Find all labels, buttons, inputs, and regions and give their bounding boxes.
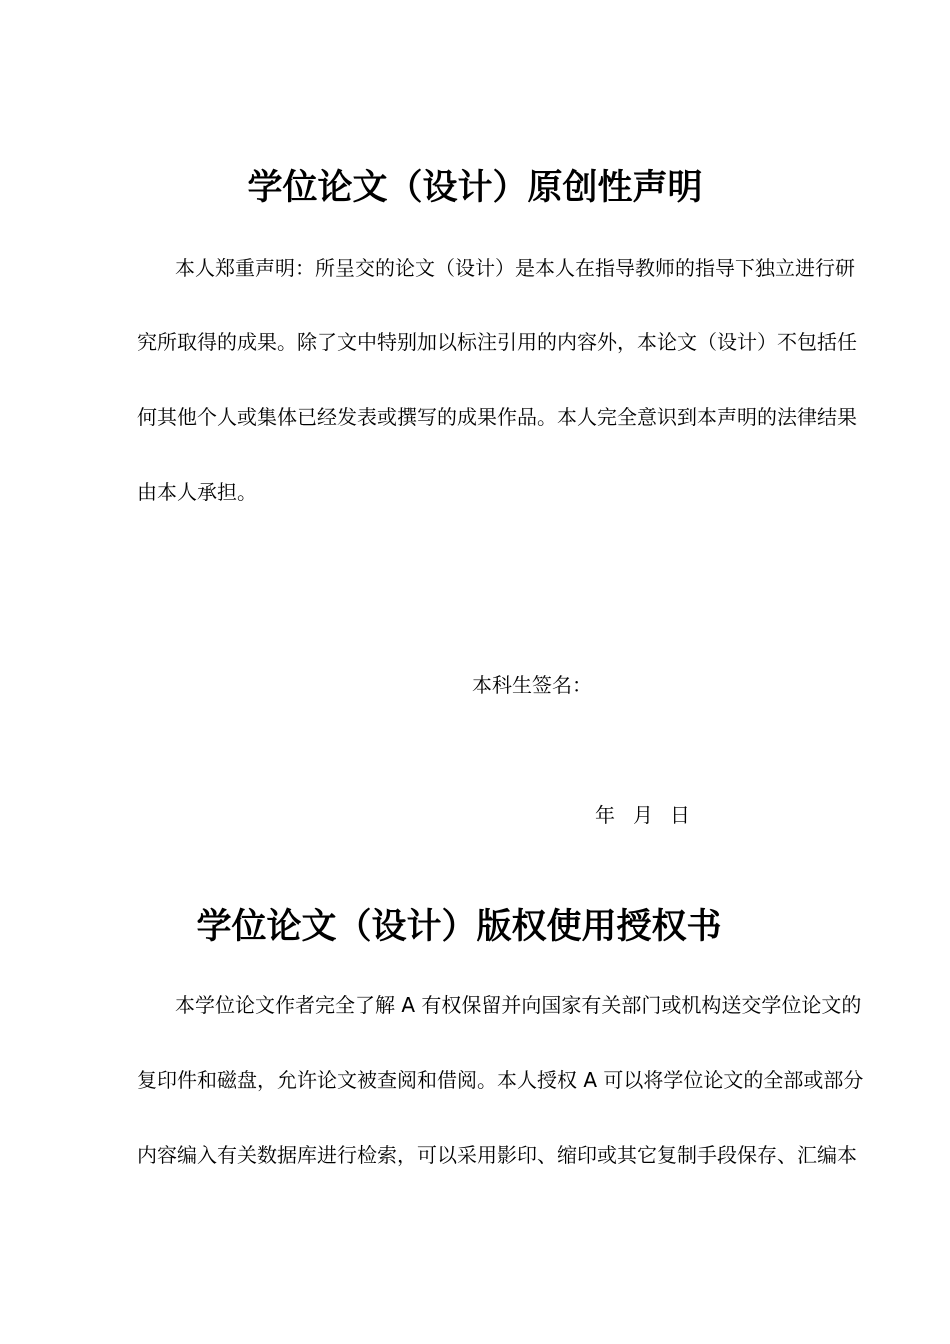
authorization-title: 学位论文（设计）版权使用授权书: [196, 907, 722, 947]
declaration-paragraph-line: 由本人承担。: [137, 480, 257, 504]
signature-label: 本科生签名：: [472, 673, 592, 697]
authorization-paragraph-line: 本学位论文作者完全了解 A 有权保留并向国家有关部门或机构送交学位论文的: [175, 993, 862, 1017]
declaration-paragraph-line: 究所取得的成果。除了文中特别加以标注引用的内容外，本论文（设计）不包括任: [137, 330, 857, 354]
date-year-label: 年: [595, 803, 615, 827]
declaration-paragraph-line: 何其他个人或集体已经发表或撰写的成果作品。本人完全意识到本声明的法律结果: [137, 405, 857, 429]
date-month-label: 月: [633, 803, 653, 827]
authorization-paragraph-line: 内容编入有关数据库进行检索，可以采用影印、缩印或其它复制手段保存、汇编本: [137, 1143, 857, 1167]
authorization-paragraph-line: 复印件和磁盘，允许论文被查阅和借阅。本人授权 A 可以将学位论文的全部或部分: [137, 1068, 864, 1092]
declaration-title: 学位论文（设计）原创性声明: [247, 168, 703, 208]
declaration-paragraph-line: 本人郑重声明：所呈交的论文（设计）是本人在指导教师的指导下独立进行研: [175, 256, 855, 280]
date-day-label: 日: [670, 803, 690, 827]
